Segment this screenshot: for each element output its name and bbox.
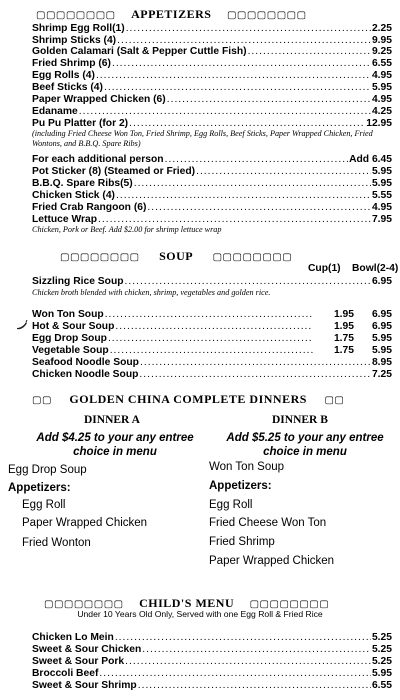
item-price: 6.95 [371,276,392,287]
childs-subtitle: Under 10 Years Old Only, Served with one Egg Roll & Fried Rice [77,609,323,619]
bowl-price: 6.95 [371,309,392,320]
item-price: 5.95 [371,166,392,177]
item-price: 5.55 [371,190,392,201]
dinner-a-add-line2: choice in menu [73,446,157,458]
dinner-b-add-line2: choice in menu [263,446,347,458]
soup-title: SOUP [159,249,194,263]
item-name: Golden Calamari (Salt & Pepper Cuttle Fish) [32,46,247,57]
item-name: Chicken Noodle Soup [32,369,139,380]
header-boxes-right: ▢▢▢▢▢▢▢▢ [226,10,307,21]
dot-leader [138,680,371,692]
childs-title: CHILD'S MENU [139,596,235,610]
dinner-b-item: Egg Roll [209,499,253,511]
item-name: Sizzling Rice Soup [32,276,124,287]
item-name: B.B.Q. Spare Ribs(5) [32,178,133,189]
header-boxes-left: ▢▢▢▢▢▢▢▢ [60,252,140,263]
item-name: Won Ton Soup [32,309,104,320]
chili-pepper-icon [16,320,28,330]
item-name: For each additional person [32,154,164,165]
item-price: 7.25 [371,369,392,380]
item-name: Paper Wrapped Chicken (6) [32,94,166,105]
item-price: 4.95 [371,94,392,105]
dot-leader [139,369,371,381]
item-name: Beef Sticks (4) [32,82,103,93]
item-name: Broccoli Beef [32,668,99,679]
item-name: Sweet & Sour Shrimp [32,680,137,691]
item-name: Egg Drop Soup [32,333,107,344]
item-name: Sweet & Sour Chicken [32,644,142,655]
dinner-b-item: Fried Shrimp [209,536,275,548]
soup-item [32,368,392,381]
item-name: Pot Sticker (8) (Steamed or Fried) [32,166,196,177]
item-name: Hot & Sour Soup [32,321,115,332]
item-name: Fried Shrimp (6) [32,58,111,69]
soup-item [32,275,392,288]
bowl-price: 5.95 [371,333,392,344]
item-name: Sweet & Sour Pork [32,656,125,667]
item-price: 5.95 [371,178,392,189]
dinner-b-item: Fried Cheese Won Ton [209,517,327,529]
item-name: Edaname [32,106,78,117]
item-name: Egg Rolls (4) [32,70,95,81]
dinner-a-appetizers-label: Appetizers: [8,482,71,494]
item-price: 2.25 [371,23,392,34]
soup-col-cup: Cup(1) [308,263,341,274]
item-name: Seafood Noodle Soup [32,357,139,368]
dot-leader [125,276,371,288]
item-name: Fried Crab Rangoon (6) [32,202,147,213]
item-price: 9.95 [371,35,392,46]
item-price: 4.25 [371,106,392,117]
dinner-b-appetizers-label: Appetizers: [209,480,272,492]
header-boxes-right: ▢▢ [324,395,345,406]
dinner-a-add-text [20,431,210,459]
item-price: 4.95 [371,70,392,81]
dinner-b-soup: Won Ton Soup [209,461,285,473]
item-price: 8.95 [371,357,392,368]
item-price: 7.95 [371,214,392,225]
item-price: 6.55 [371,680,392,691]
header-boxes-right: ▢▢▢▢▢▢▢▢ [212,252,293,263]
pupu-platter-note: (including Fried Cheese Won Ton, Fried Shrimp, Egg Rolls, Beef Sticks, Paper Wrapped Chicken, Fried Wontons, and B.B.Q. Spare Ribs) [32,129,373,148]
soup-col-bowl: Bowl(2-4) [352,263,399,274]
item-price: 9.25 [371,46,392,57]
dinners-header [32,392,344,407]
item-price: 12.95 [366,118,392,129]
item-name: Pu Pu Platter (for 2) [32,118,129,129]
header-boxes-left: ▢▢ [32,395,52,406]
item-price: 5.95 [371,668,392,679]
item-price: 6.55 [371,58,392,69]
item-price: 5.25 [371,632,392,643]
dinner-b-add-line1: Add $5.25 to your any entree [226,432,384,444]
item-price: 5.95 [371,82,392,93]
dinner-b-item: Paper Wrapped Chicken [209,555,335,567]
dinner-a-add-line1: Add $4.25 to your any entree [36,432,194,444]
dinner-b-add-text [212,431,398,459]
header-boxes-right: ▢▢▢▢▢▢▢▢ [249,599,330,610]
cup-price: 1.95 [333,321,354,332]
cup-price: 1.75 [333,333,354,344]
item-name: Chicken Stick (4) [32,190,115,201]
dinner-a-item: Egg Roll [22,499,66,511]
childs-item [32,679,392,692]
dinner-a-item: Fried Wonton [22,537,91,549]
dinner-b-title: DINNER B [272,414,328,426]
item-price: 5.25 [371,656,392,667]
dinner-a-item: Paper Wrapped Chicken [22,517,148,529]
dinner-a-soup: Egg Drop Soup [8,464,87,476]
dinners-title: GOLDEN CHINA COMPLETE DINNERS [69,392,307,406]
appetizers-header [36,7,307,22]
bowl-price: 6.95 [371,321,392,332]
item-price: 5.25 [371,644,392,655]
soup-header [60,249,292,264]
item-price: Add 6.45 [349,154,392,165]
bowl-price: 5.95 [371,345,392,356]
item-name: Vegetable Soup [32,345,109,356]
appetizers-title: APPETIZERS [131,7,212,21]
header-boxes-left: ▢▢▢▢▢▢▢▢ [44,599,124,610]
lettuce-wrap-note: Chicken, Pork or Beef. Add $2.00 for shrimp lettuce wrap [32,225,222,234]
item-name: Shrimp Egg Roll(1) [32,23,125,34]
item-price: 4.95 [371,202,392,213]
cup-price: 1.75 [333,345,354,356]
item-name: Shrimp Sticks (4) [32,35,117,46]
sizzling-soup-note: Chicken broth blended with chicken, shrimp, vegetables and golden rice. [32,288,271,297]
header-boxes-left: ▢▢▢▢▢▢▢▢ [36,10,116,21]
item-name: Chicken Lo Mein [32,632,114,643]
item-name: Lettuce Wrap [32,214,98,225]
dinner-a-title: DINNER A [84,414,140,426]
cup-price: 1.95 [333,309,354,320]
